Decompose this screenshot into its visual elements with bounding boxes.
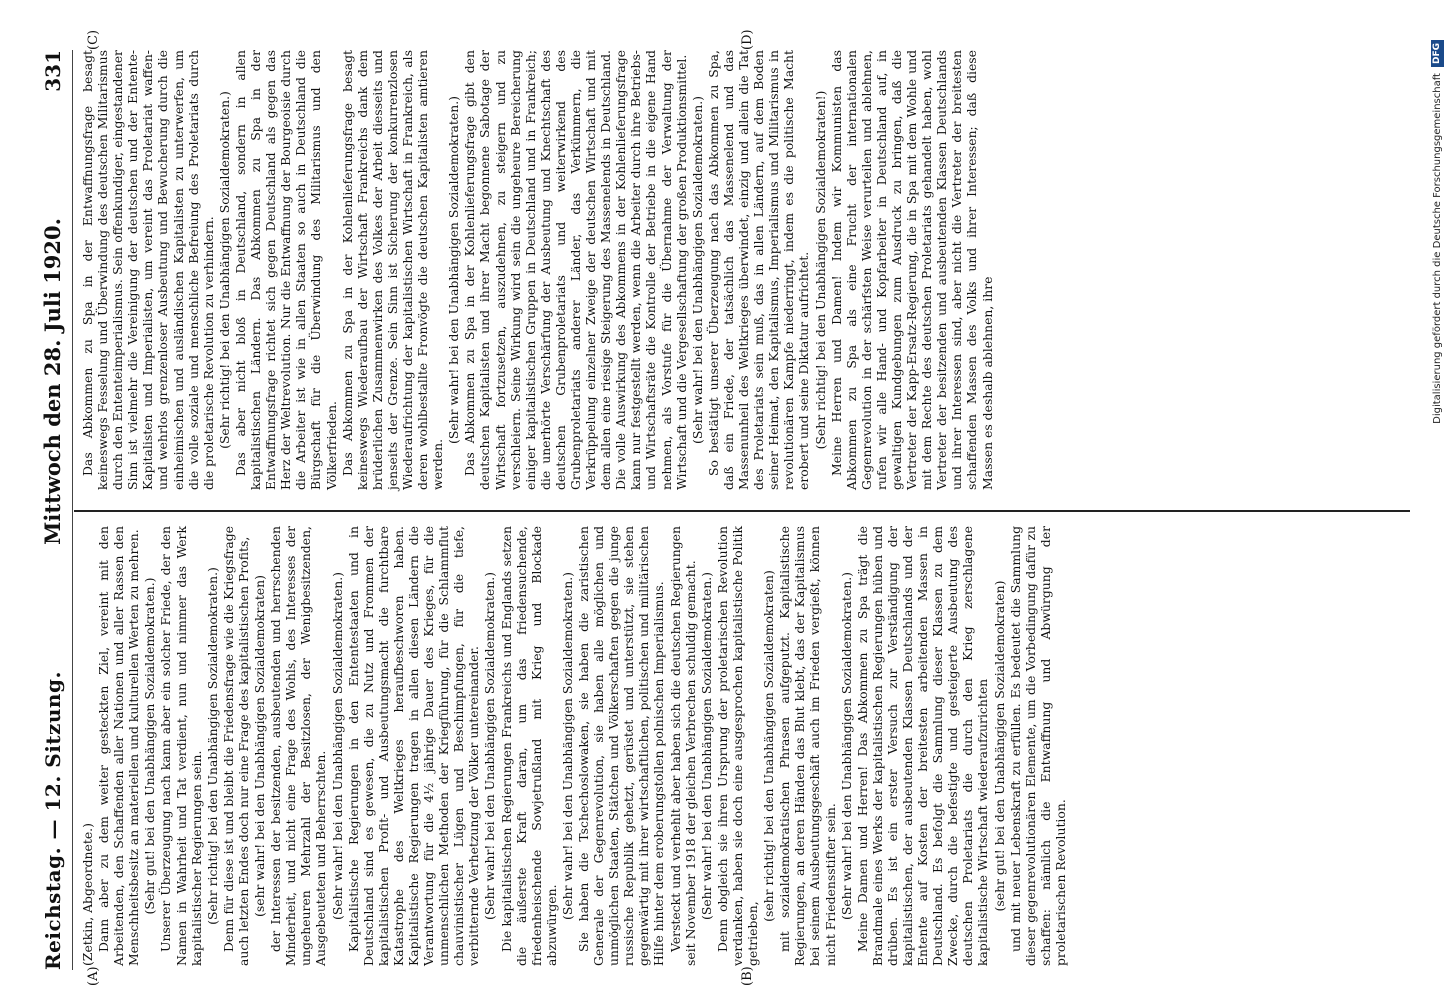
margin-letter-d: (D) bbox=[740, 29, 755, 50]
interjection: (sehr wahr! bei den Unabhängigen Sozialdemokraten) bbox=[252, 575, 268, 917]
paragraph: Sie haben die Tschechoslowaken, sie haben die zaristischen Generale der Gegenrevolution, sie haben alle möglichen und unmöglichen Staaten, Stätchen und Völkerschaften gegen die junge russische Republik gehetzt, gerüstet und unterstützt, sie stehen gegenwärtig mit ihrer wirtschaftlichen, politischen und militärischen Hilfe hinter dem eroberungstollen polnischen Imperialismus. bbox=[576, 526, 667, 966]
interjection: (Sehr wahr! bei den Unabhängigen Sozialdemokraten.) bbox=[329, 572, 345, 920]
paragraph: Meine Damen und Herren! Das Abkommen zu Spa trägt die Brandmale eines Werks der kapitalistischen Regierungen hüben und drüben. Es ist ein erster Versuch zur Verständigung der kapitalistischen, der ausbeutenden Klassen Deutschlands und der Entente auf Kosten der breitesten arbeitenden Massen in Deutschland. Es befolgt die Sammlung dieser Klassen zu dem Zwecke, durch die befestigte und gesteigerte Ausbeutung des deutschen Proletariats die durch den Krieg zerschlagene kapitalistische Wirtschaft wiederaufzurichten bbox=[854, 526, 991, 966]
margin-letter-c: (C) bbox=[86, 29, 101, 50]
column-divider bbox=[74, 510, 1410, 512]
paragraph: der Interessen der besitzenden, ausbeutenden und herrschenden Minderheit, und nicht eine Frage des Wohls, des Interesses der ungeheuren Mehrzahl der Besitzlosen, der Wenigbesitzenden, Ausgebeuteten und Beherrschten. bbox=[268, 526, 329, 966]
interjection: (Sehr richtig! bei den Unabhängigen Sozialdemokraten!) bbox=[812, 90, 828, 450]
paragraph: Das aber nicht bloß in Deutschland, sondern in allen kapitalistischen Ländern. Das Abkommen zu Spa in der Entwaffnungsfrage richtet sich gegen Deutschland als gegen das Herz der Weltrevolution. Nur die Entwaffnung der Bourgeoisie durch die Arbeiter ist wie in allen Staaten so auch in Deutschland die Bürgschaft für die Überwindung des Militarismus und den Völkerfrieden. bbox=[232, 50, 339, 490]
margin-letter-a: (A) bbox=[86, 966, 101, 986]
paragraph: So bestätigt unserer Überzeugung nach das Abkommen zu Spa, daß ein Friede, der tatsächlich das Massenelend und das Massenunheil des Weltkrieges überwindet, einzig und allein die Tat des Proletariats sein muß, das in allen Ländern, auf dem Boden seiner Heimat, den Kapitalismus, Imperialismus und Militarismus in revolutionären Kampfe niederringt, indem es die politische Macht erobert und seine Diktatur aufrichtet. bbox=[705, 50, 812, 490]
paragraph: Kapitalistische Regierungen in den Ententestaaten und in Deutschland sind es gewesen, die zu Nutz und Frommen der kapitalistischen Profit- und Ausbeutungsmacht die furchtbare Katastrophe des Weltkrieges heraufbeschworen haben. Kapitalistische Regierungen tragen in allen diesen Ländern die Verantwortung für die 4½ jährige Dauer des Krieges, für die unmenschlichen Methoden der Kriegführung, für die Schlammflut chauvinistischer Lügen und Beschimpfungen, für die tiefe, verbitternde Verhetzung der Völker untereinander. bbox=[345, 526, 482, 966]
paragraph: mit sozialdemokratischen Phrasen aufgeputzt. Kapitalistische Regierungen, an deren Händen das Blut klebt, das der Kapitalismus bei seinem Ausbeutungsgeschäft auch im Frieden vergießt, können nicht Friedensstifter sein. bbox=[777, 526, 838, 966]
paragraph: Unserer Überzeugung nach kann aber ein solcher Friede, der den Namen in Wahrheit und Tat verdient, nun und nimmer das Werk kapitalistischer Regierungen sein. bbox=[158, 526, 204, 966]
interjection: (sehr richtig! bei den Unabhängigen Sozialdemokraten) bbox=[761, 570, 777, 922]
header-center: Mittwoch den 28. Juli 1920. bbox=[40, 218, 65, 545]
page-number: 331 bbox=[41, 50, 65, 92]
interjection: (Sehr gut! bei den Unabhängigen Sozialdemokraten.) bbox=[142, 577, 158, 915]
paragraph: Denn obgleich sie ihren Ursprung der proletarischen Revolution verdanken, haben sie doch eine ausgesprochen kapitalistische Politik getrieben, bbox=[714, 526, 761, 966]
interjection: (Sehr wahr! bei den Unabhängigen Sozialdemokraten.) bbox=[559, 572, 575, 920]
right-column bbox=[80, 50, 1410, 490]
interjection: (sehr gut! bei den Unabhängigen Sozialdemokraten) bbox=[991, 580, 1007, 912]
margin-letter-b: (B) bbox=[740, 966, 755, 986]
paragraph: (Zetkin, Abgeordnete.) bbox=[80, 823, 95, 966]
document-page bbox=[40, 30, 1420, 990]
interjection: (Sehr wahr! bei den Unabhängigen Sozialdemokraten.) bbox=[838, 572, 854, 920]
paragraph: Das Abkommen zu Spa in der Kohlenlieferungsfrage gibt den deutschen Kapitalisten und ihrer Macht begonnene Sabotage der Wirtschaft fortzusetzen, auszudehnen, zu steigern und zu verschleiern. Seine Wirkung wird sein die ungeheure Bereicherung einiger kapitalistischen Gruppen in Deutschland und in Frankreich; die unerhörte Verschärfung der Ausbeutung und Knechtschaft des deutschen Grubenproletariats und weiterwirkend des Grubenproletariats anderer Länder, das Verkümmern, die Verkrüppelung einzelner Zweige der deutschen Wirtschaft und mit dem allen eine riesige Steigerung des Massenelends in Deutschland. Die volle Auswirkung des Abkommens in der Kohlenlieferungsfrage kann nur festgestellt werden, wenn die Arbeiter durch ihre Betriebs- und Wirtschaftsräte die Kontrolle der Betriebe in die eigene Hand nehmen, als Vorstufe für die Übernahme der Verwaltung der Wirtschaft und die Vergesellschaftung der großen Produktionsmittel. bbox=[462, 50, 689, 490]
header-left: Reichstag. — 12. Sitzung. bbox=[41, 671, 65, 970]
interjection: (Sehr wahr! bei den Unabhängigen Sozialdemokraten.) bbox=[482, 572, 498, 920]
paragraph: Dann aber zu dem weiter gesteckten Ziel, vereint mit den Arbeitenden, den Schaffenden aller Nationen und aller Rassen den Menschheitsbesitz an materiellen und kulturellen Werten zu mehren. bbox=[96, 526, 142, 966]
interjection: (Sehr wahr! bei den Unabhängigen Sozialdemokraten.) bbox=[698, 572, 714, 920]
page-header bbox=[40, 50, 70, 970]
left-column bbox=[80, 526, 1410, 966]
paragraph: und mit neuer Lebenskraft zu erfüllen. Es bedeutet die Sammlung dieser gegenrevolutionären Elemente, um die Vorbedingung dafür zu schaffen: nämlich die Entwaffnung und Abwürgung der proletarischen Revolution. bbox=[1007, 526, 1068, 966]
interjection: (Sehr richtig! bei den Unabhängigen Sozialdemokraten.) bbox=[216, 91, 232, 449]
header-rule bbox=[72, 50, 73, 970]
paragraph: Das Abkommen zu Spa in der Kohlenlieferungsfrage besagt keineswegs Wiederaufbau der Wirtschaft Frankreichs dank dem brüderlichen Zusammenwirken des Volkes der Arbeit diesseits und jenseits der Grenze. Sein Sinn ist Sicherung der konkurrenzlosen Wiederaufrichtung der kapitalistischen Wirtschaft in Frankreich, als deren wohlbestallte Fronvögte die deutschen Kapitalisten amtieren werden. bbox=[339, 50, 446, 490]
interjection: (Sehr wahr! bei den Unabhängigen Sozialdemokraten.) bbox=[689, 96, 705, 444]
paragraph: Das Abkommen zu Spa in der Entwaffnungsfrage besagt keineswegs Fesselung und Überwindung des deutschen Militarismus durch den Ententeimperialismus. Sein offenkundiger, eingestandener Sinn ist vielmehr die Vereinigung der deutschen und der Entente-Kapitalisten und Imperialisten, um vereint das Proletariat waffen- und wehrlos grenzenloser Ausbeutung und Bewucherung durch die einheimischen und ausländischen Kapitalisten zu unterwerfen, um die volle soziale und menschliche Befreiung des Proletariats durch die proletarische Revolution zu verhindern. bbox=[80, 50, 216, 490]
paragraph: Denn für diese ist und bleibt die Friedensfrage wie die Kriegsfrage auch letzten Endes doch nur eine Frage des kapitalistischen Profits, bbox=[220, 526, 251, 966]
interjection: (Sehr richtig! bei den Unabhängigen Sozialdemokraten.) bbox=[204, 567, 220, 925]
paragraph: Die kapitalistischen Regierungen Frankreichs und Englands setzen die äußerste Kraft daran, um das friedensuchende, friedenheischende Sowjetrußland mit Krieg und Blockade abzuwürgen. bbox=[498, 526, 559, 966]
credit-text: Digitalisierung gefördert durch die Deutsche Forschungsgemeinschaft bbox=[1431, 73, 1443, 424]
paragraph: Meine Herren und Damen! Indem wir Kommunisten das Abkommen zu Spa als eine Frucht der internationalen Gegenrevolution in der schärfsten Weise verurteilen und ablehnen, rufen wir alle Hand- und Kopfarbeiter in Deutschland auf, in gewaltigen Kundgebungen zum Ausdruck zu bringen, daß die Vertreter der Kapp-Ersatz-Regierung, die in Spa mit dem Wohle und mit dem Rechte des deutschen Proletariats gehandelt haben, wohl Vertreter der besitzenden und ausbeutenden Klassen Deutschlands und ihrer Interessen sind, aber nicht die Vertreter der breitesten schaffenden Massen des Volks und ihrer Interessen; daß diese Massen es deshalb ablehnen, ihre bbox=[828, 50, 995, 490]
digitization-credit bbox=[1416, 40, 1443, 960]
interjection: (Sehr wahr! bei den Unabhängigen Sozialdemokraten.) bbox=[446, 96, 462, 444]
paragraph: Versteckt und verhehlt aber haben sich die deutschen Regierungen seit November 1918 der gleichen Verbrechen schuldig gemacht. bbox=[667, 526, 698, 966]
dfg-logo: DFG bbox=[1431, 40, 1444, 67]
